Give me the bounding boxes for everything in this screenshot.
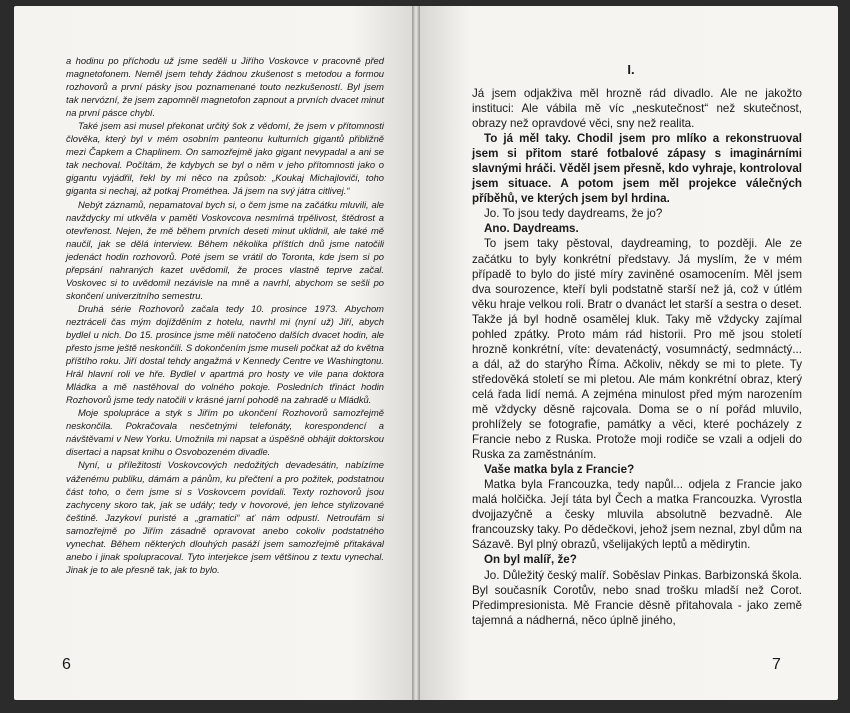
left-page bbox=[14, 6, 412, 700]
question-paragraph: To já měl taky. Chodil jsem pro mlíko a rekonstruoval jsem si přitom staré fotbalové zápasy s imaginárními slavnými hráči. Věděl jsem přesně, kdo vyhraje, kontroloval jsem situace. A potom jsem měl projekce válečných příběhů, ve kterých jsem byl hrdina. bbox=[472, 132, 802, 206]
question-paragraph: Ano. Daydreams. bbox=[484, 222, 579, 236]
answer-paragraph: To jsem taky pěstoval, daydreaming, to později. Ale ze začátku to byly konkrétní představy. Já myslím, že v mém případě to bylo do jisté míry zaviněné osamocením. Měl jsem dva sourozence, kteří byli podstatně starší než já, což v útlém věku hraje velkou roli. Bratr o dvanáct let starší a sestra o deset. Takže já byl hodně osamělej kluk. Taky mě vždycky zajímal pohled zpátky. Proto mám rád historii. Pro mě jsou století hrozně konkrétní, víte: devatenáctý, vosumnáctý, sedmnáctý... a dál, až do starýho Říma. Ačkoliv, někdy se mi to plete. Ty středověká století se mi pletou. Ale mám konkrétní obraz, který celá řada lidí nemá. A zejména minulost před mým narozením mě vždycky děsně rajcovala. Doma se o ní pořád mluvilo, prohlížely se fotografie, památky a věci, které pocházely z Francie nebo z Ruska. Protože moji rodiče se vzali a odjeli do Ruska za zaměstnáním. bbox=[472, 237, 802, 462]
right-page bbox=[420, 6, 838, 700]
answer-paragraph: Já jsem odjakživa měl hrozně rád divadlo. Ale ne jakožto instituci: Ale vábila mě víc „neskutečnost“ než skutečnost, obrazy než opravdové věci, sny než realita. bbox=[472, 87, 802, 131]
question-paragraph: Vaše matka byla z Francie? bbox=[484, 463, 635, 477]
page-number-right: 7 bbox=[772, 656, 781, 673]
answer-paragraph: Jo. Důležitý český malíř. Soběslav Pinkas. Barbizonská škola. Byl současník Corotův, nebo snad trošku mladší než Corot. Předimpresionista. Mě Francie děsně přitahovala - jako země tajemná a nádherná, něco úplně jiného, bbox=[472, 568, 802, 627]
left-paragraph: Druhá série Rozhovorů začala tedy 10. prosince 1973. Abychom neztráceli čas mým dojížděním z hotelu, navrhl mi (nyní už) Jiří, abych bydlel u nich. Do 15. prosince jsme měli natočeno dalších dvacet hodin, ale přesto jsme ještě neskončili. S dokončením jsme museli počkat až do května příštího roku. Jiří dostal tehdy angažmá v Kennedy Centre ve Washingtonu. Hrál hlavní roli ve hře. Bydlel v apartmá pro hosty ve vile pana doktora Mládka a mě nastěhoval do volného pokoje. Posledních třináct hodin Rozhovorů jsme tedy natočili v krásné jarní pohodě na zahradě u Mládků. bbox=[66, 302, 384, 406]
left-paragraph: a hodinu po příchodu už jsme seděli u Jiřího Voskovce v pracovně před magnetofonem. Neměl jsem tehdy žádnou zkušenost s metodou a formou rozhovorů a první pásky jsou poznamenané touto nezkušeností. Byl jsem tak nervózní, že jsem zapomněl magnetofon zapnout a prvních dvacet minut na první pásce chybí. bbox=[66, 55, 384, 119]
question-paragraph: On byl malíř, že? bbox=[484, 553, 577, 567]
answer-paragraph: Matka byla Francouzka, tedy napůl... odjela z Francie jako malá holčička. Její táta byl Čech a matka Francouzka. Vyrostla dvojjazyčně a česky mluvila absolutně bezvadně. Ale francouzsky taky. Po dědečkovi, jehož jsem neznal, zbyl dům na Sázavě. Byl plný obrazů, všelijakých leptů a mědirytin. bbox=[472, 478, 802, 552]
left-paragraph: Nyní, u příležitosti Voskovcových nedožitých devadesátin, nabízíme váženému publiku, dámám a pánům, ku přečtení a pro požitek, podstatnou část toho, o čem jsme si s Voskovcem povídali. Texty rozhovorů jsou zachyceny skoro tak, jak se udály; tedy v hovorové, jen lehce stylizované češtině. Jazykoví puristé a „gramatici“ ať nám odpustí. Netroufám si samozřejmě po Jiřím zásadně opravovat anebo cokoliv podstatného vynechat. Během některých dlouhých pasáží jsem samozřejmě přitakával anebo i jinak spolupracoval. Tyto interjekce jsem většinou z textu vynechal. Jinak je to ale přesně tak, jak to bylo. bbox=[66, 459, 384, 575]
chapter-heading: I. bbox=[627, 62, 635, 77]
book-spine bbox=[412, 6, 420, 700]
right-page-text bbox=[472, 86, 802, 628]
left-page-text bbox=[66, 54, 384, 576]
left-paragraph: Nebýt záznamů, nepamatoval bych si, o čem jsme na začátku mluvili, ale navždycky mi utkvěla v paměti Voskovcova nesmírná trpělivost, štědrost a otevřenost. Nejen, že mě během prvních deseti minut uklidnil, ale také mě naučil, jak se dělá interview. Během několika příštích dnů jsme natočili jedenáct hodin rozhovorů. Poté jsem se vrátil do Toronta, kde jsem si po přepsání nahraných kazet uvědomil, že proces vlastně teprve začal. Voskovec si to uvědomil nezávisle na mně a navrhl, abychom se sešli po skončení univerzitního semestru. bbox=[66, 198, 384, 301]
answer-paragraph: Jo. To jsou tedy daydreams, že jo? bbox=[484, 207, 663, 221]
left-paragraph: Moje spolupráce a styk s Jiřím po ukončení Rozhovorů samozřejmě neskončila. Pokračovala nesčetnými telefonáty, korespondencí a návštěvami v New Yorku. Umožnila mi napsat a úspěšně obhájit doktorskou disertaci a napsat knihu o Osvobozeném divadle. bbox=[66, 407, 384, 458]
left-paragraph: Také jsem asi musel překonat určitý šok z vědomí, že jsem v přítomnosti člověka, který byl v mém osobním panteonu kulturních gigantů přibližně mezi Čapkem a Chaplinem. On samozřejmě jako gigant nevypadal a ani se tak nechoval. Počítám, že kdybych se byl o něm v jeho přítomnosti jako o gigantu vyjádřil, řekl by mi něco na způsob: „Koukaj Michajloviči, toho giganta si nechaj, až potkaj Prométhea. Já jsem na svý játra citlivej.“ bbox=[66, 120, 384, 197]
page-number-left: 6 bbox=[62, 656, 71, 673]
